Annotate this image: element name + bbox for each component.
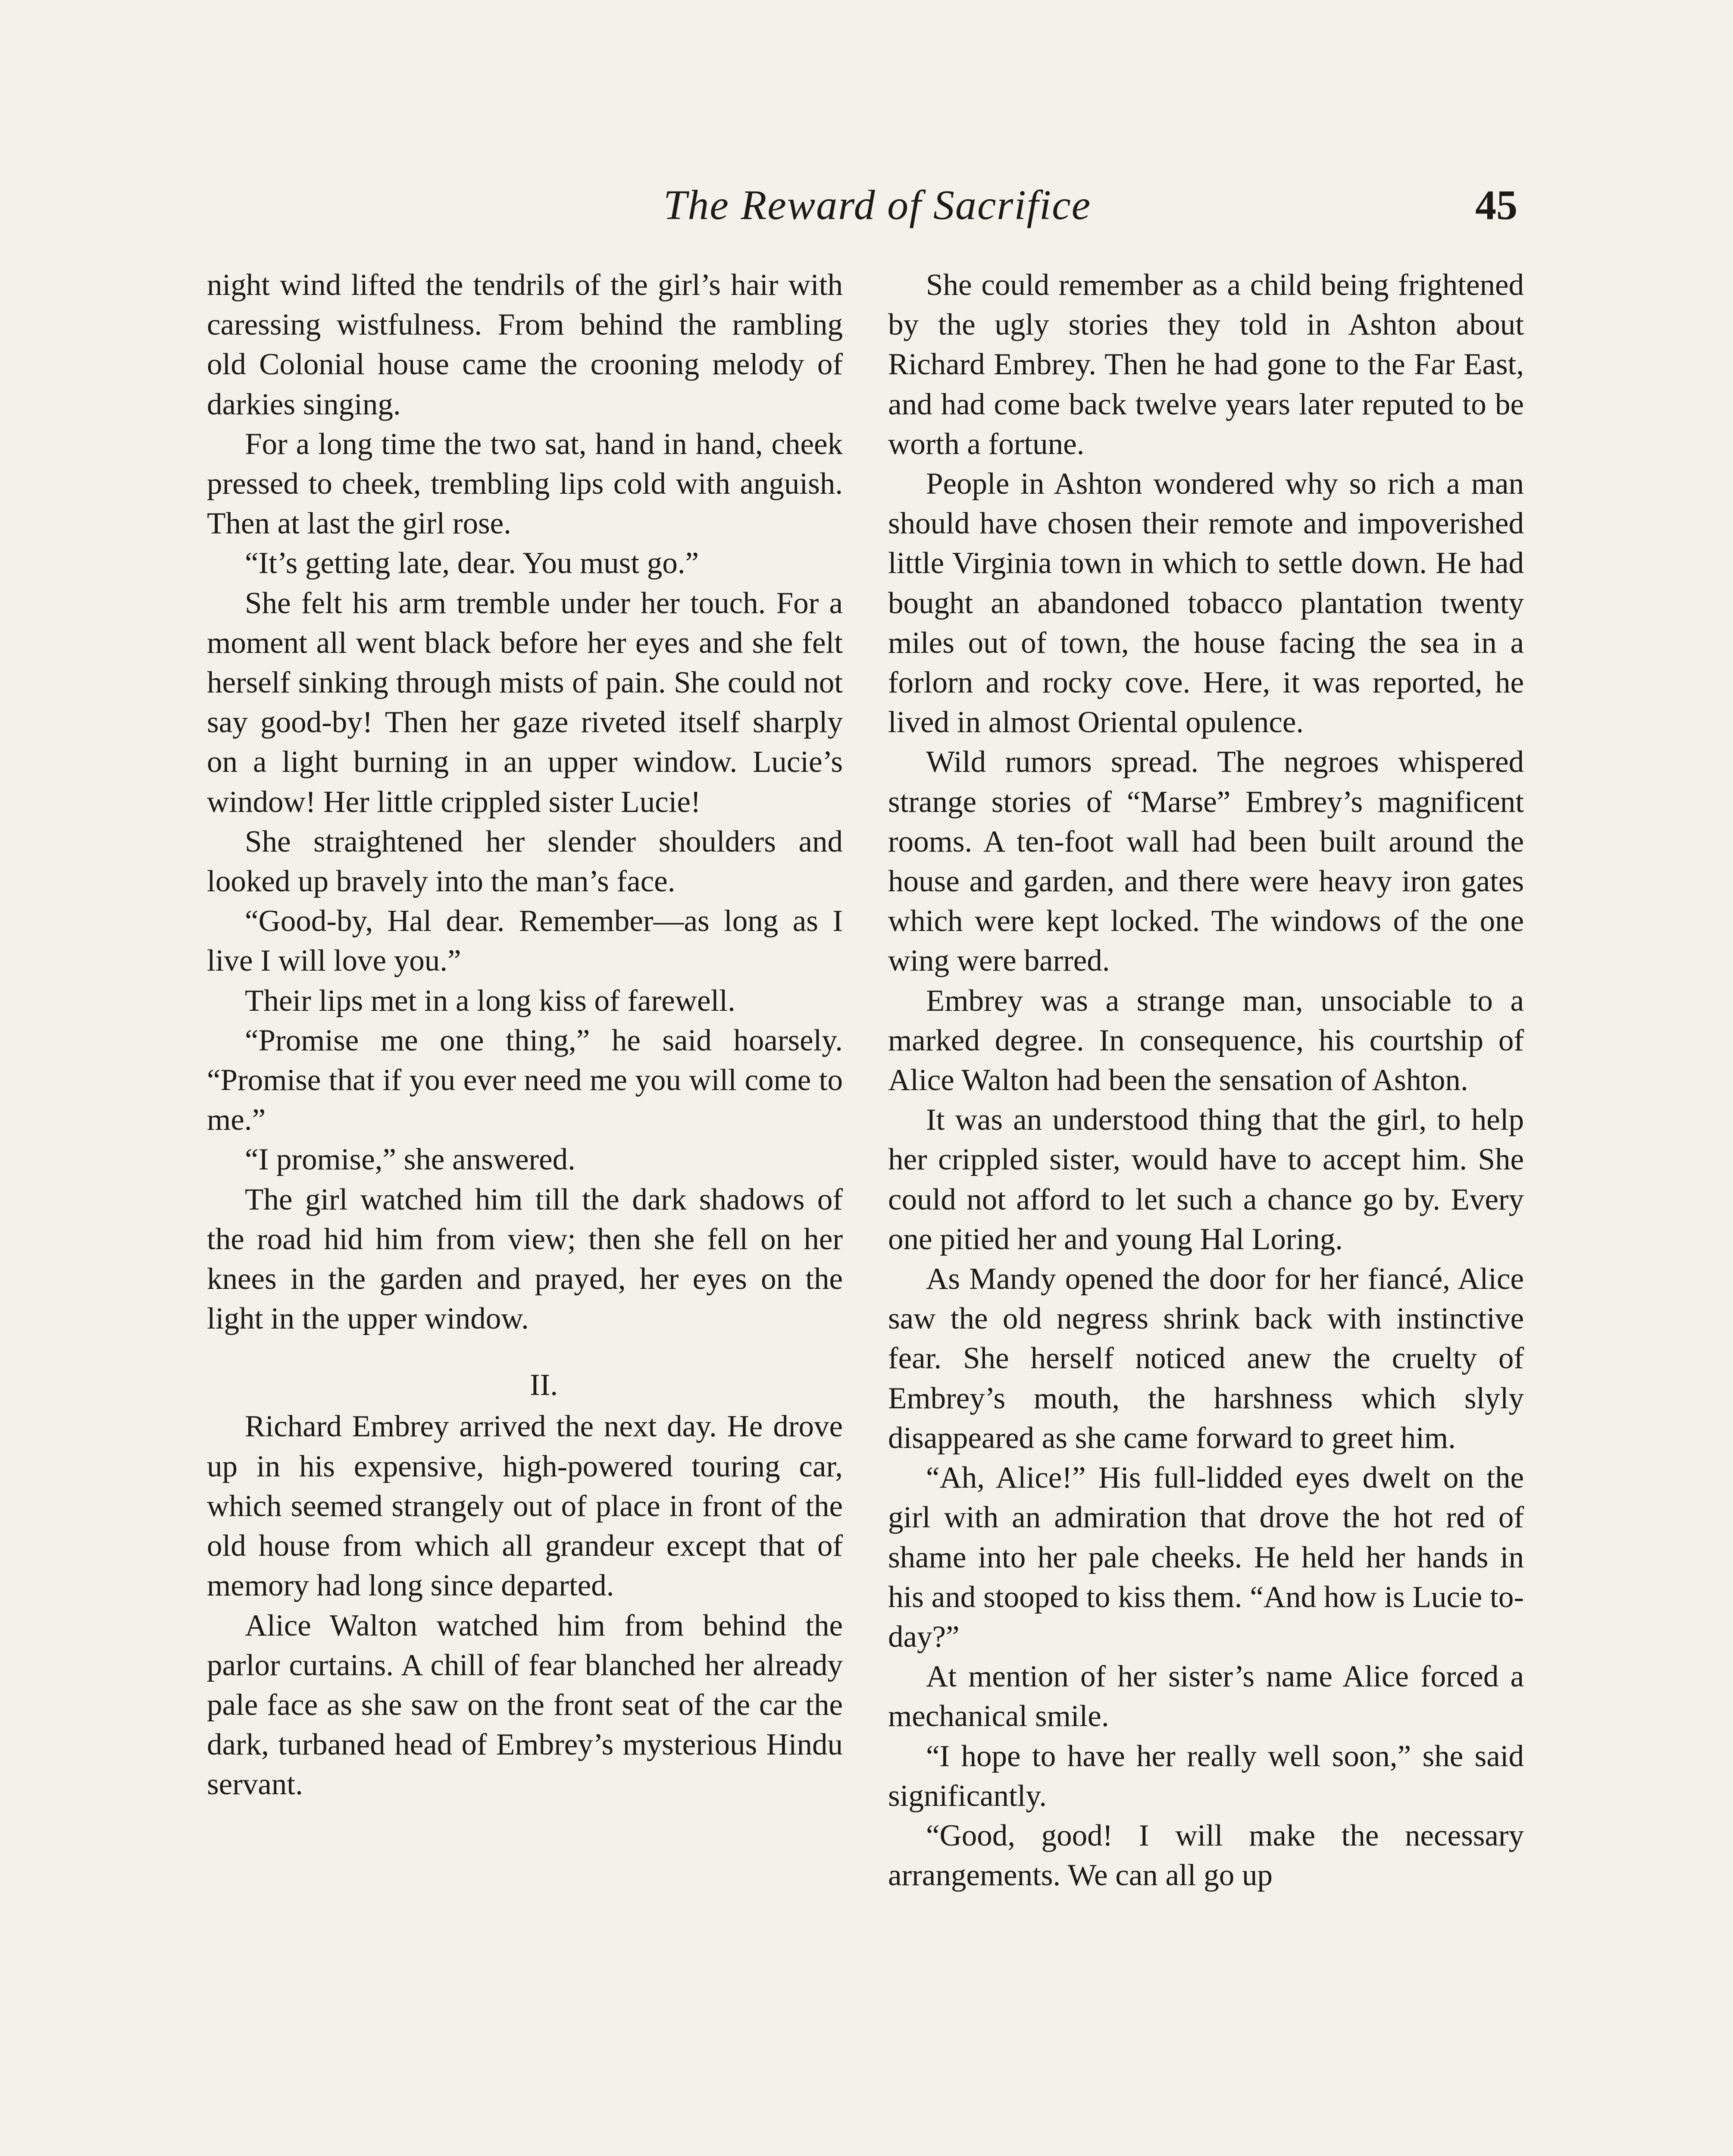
paragraph: “Promise me one thing,” he said hoarsely. “Promise that if you ever need me you will come to me.”	[207, 1023, 843, 1137]
paragraph: night wind lifted the tendrils of the girl’s hair with caressing wistfulness. From behind the rambling old Colonial house came the crooning melody of darkies singing.	[207, 268, 843, 421]
page-number: 45	[1475, 182, 1517, 229]
paragraph: Richard Embrey arrived the next day. He drove up in his expensive, high-powered touring car, which seemed strangely out of place in front of the old house from which all grandeur except that of memory had long since departed.	[207, 1410, 843, 1603]
paragraph: “Good, good! I will make the necessary arrangements. We can all go up	[888, 1818, 1524, 1893]
paragraph: She felt his arm tremble under her touch. For a moment all went black before her eyes and she felt herself sinking through mists of pain. She could not say good-by! Then her gaze riveted itself sharply on a light burning in an upper window. Lucie’s window! Her little crippled sister Lucie!	[207, 586, 843, 819]
section-heading: II.	[529, 1368, 558, 1402]
paragraph: Embrey was a strange man, unsociable to a marked degree. In consequence, his courtship of Alice Walton had been the sensation of Ashton.	[888, 984, 1524, 1097]
paragraph: People in Ashton wondered why so rich a man should have chosen their remote and impoverished little Virginia town in which to settle down. He had bought an abandoned tobacco plantation twenty miles out of town, the house facing the sea in a forlorn and rocky cove. Here, it was reported, he lived in almost Oriental opulence.	[888, 467, 1524, 740]
paragraph: Their lips met in a long kiss of farewell.	[245, 984, 735, 1018]
paragraph: “Ah, Alice!” His full-lidded eyes dwelt on the girl with an admiration that drove the hot red of shame into her pale cheeks. He held her hands in his and stooped to kiss them. “And how is Lucie to-day?”	[888, 1461, 1524, 1654]
running-title: The Reward of Sacrifice	[663, 182, 1092, 229]
paragraph: “I promise,” she answered.	[245, 1143, 576, 1177]
paragraph: Wild rumors spread. The negroes whispered strange stories of “Marse” Embrey’s magnificent rooms. A ten-foot wall had been built around the house and garden, and there were heavy iron gates which were kept locked. The windows of the one wing were barred.	[888, 745, 1524, 978]
paragraph: For a long time the two sat, hand in hand, cheek pressed to cheek, trembling lips cold with anguish. Then at last the girl rose.	[207, 427, 843, 541]
page-header	[207, 172, 1517, 250]
paragraph: She could remember as a child being frightened by the ugly stories they told in Ashton about Richard Embrey. Then he had gone to the Far East, and had come back twelve years later reputed to be worth a fortune.	[888, 268, 1524, 461]
paragraph: The girl watched him till the dark shadows of the road hid him from view; then she fell on her knees in the garden and prayed, her eyes on the light in the upper window.	[207, 1182, 843, 1336]
left-column	[207, 265, 843, 1805]
paragraph: As Mandy opened the door for her fiancé, Alice saw the old negress shrink back with instinctive fear. She herself noticed anew the cruelty of Embrey’s mouth, the harshness which slyly disappeared as she came forward to greet him.	[888, 1262, 1524, 1455]
paragraph: Alice Walton watched him from behind the parlor curtains. A chill of fear blanched her already pale face as she saw on the front seat of the car the dark, turbaned head of Embrey’s mysterious Hindu servant.	[207, 1608, 843, 1802]
right-column	[888, 265, 1524, 1895]
paragraph: “I hope to have her really well soon,” she said significantly.	[888, 1739, 1524, 1813]
paragraph: At mention of her sister’s name Alice forced a mechanical smile.	[888, 1660, 1524, 1733]
paragraph: It was an understood thing that the girl, to help her crippled sister, would have to accept him. She could not afford to let such a chance go by. Every one pitied her and young Hal Loring.	[888, 1103, 1524, 1256]
paragraph: She straightened her slender shoulders and looked up bravely into the man’s face.	[207, 824, 843, 899]
paragraph: “Good-by, Hal dear. Remember—as long as I live I will love you.”	[207, 904, 843, 978]
paragraph: “It’s getting late, dear. You must go.”	[245, 546, 699, 580]
